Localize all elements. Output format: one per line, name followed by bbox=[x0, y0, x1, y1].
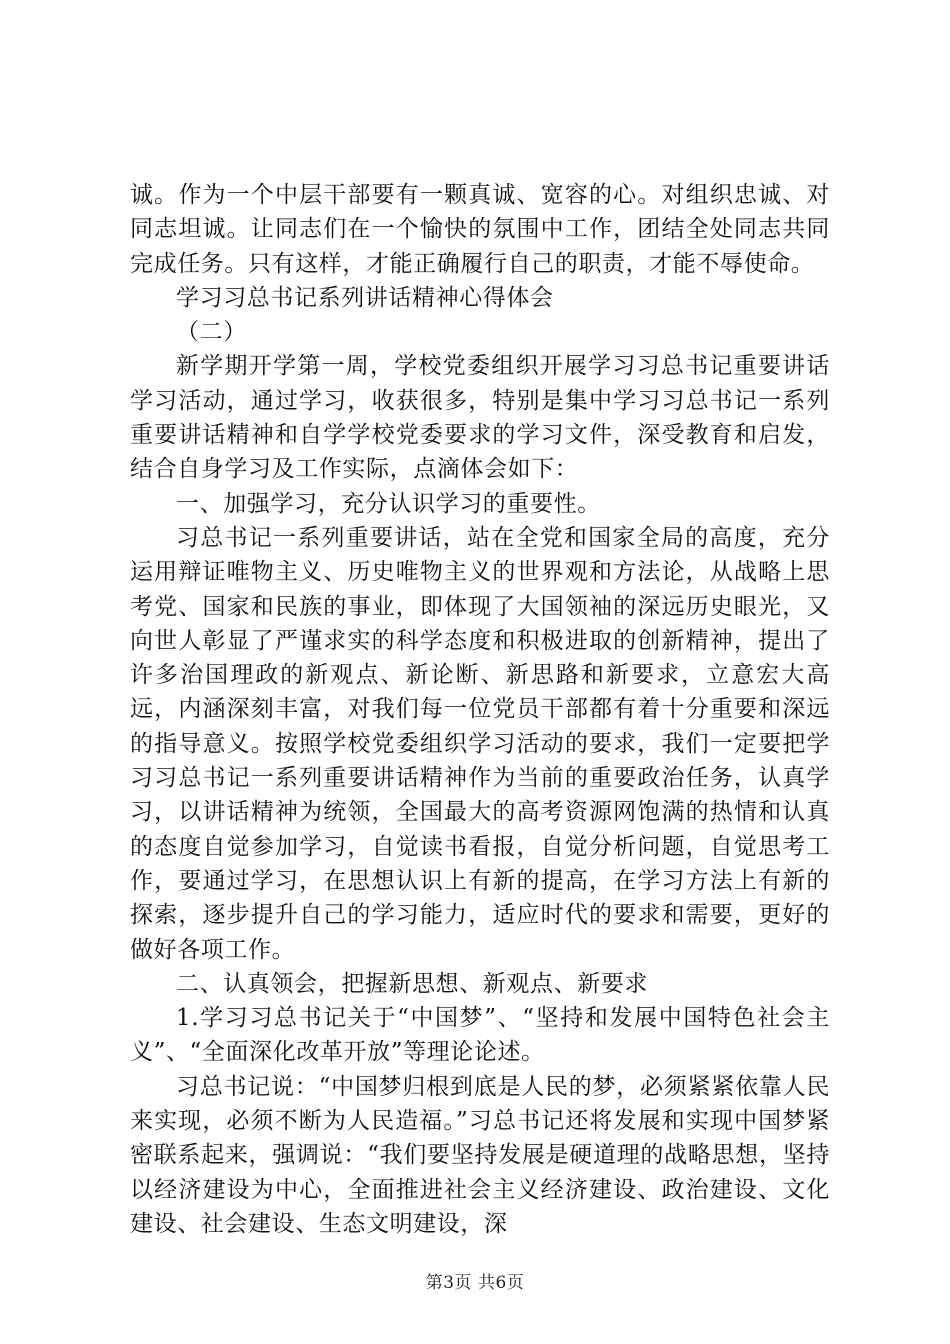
page-footer: 第3页 共6页 bbox=[425, 1273, 525, 1293]
paragraph-body: 习总书记一系列重要讲话，站在全党和国家全局的高度，充分运用辩证唯物主义、历史唯物主义的世界观和方法论，从战略上思考党、国家和民族的事业，即体现了大国领袖的深远历史眼光，又向世人彰显了严谨求实的科学态度和积极进取的创新精神，提出了许多治国理政的新观点、新论断、新思路和新要求，立意宏大高远，内涵深刻丰富，对我们每一位党员干部都有着十分重要和深远的指导意义。按照学校党委组织学习活动的要求，我们一定要把学习习总书记一系列重要讲话精神作为当前的重要政治任务，认真学习，以讲话精神为统领，全国最大的高考资源网饱满的热情和认真的态度自觉参加学习，自觉读书看报，自觉分析问题，自觉思考工作，要通过学习，在思想认识上有新的提高，在学习方法上有新的探索，逐步提升自己的学习能力，适应时代的要求和需要，更好的做好各项工作。 bbox=[130, 524, 830, 963]
section-title: 学习习总书记系列讲话精神心得体会 bbox=[176, 284, 554, 311]
document-body bbox=[130, 178, 830, 1241]
heading-one: 一、加强学习，充分认识学习的重要性。 bbox=[176, 490, 601, 517]
paragraph-continuation: 诚。作为一个中层干部要有一颗真诚、宽容的心。对组织忠诚、对同志坦诚。让同志们在一个愉快的氛围中工作，团结全处同志共同完成任务。只有这样，才能正确履行自己的职责，才能不辱使命。 bbox=[130, 182, 830, 277]
section-subtitle: （二） bbox=[176, 319, 247, 346]
subheading-one: 1.学习习总书记关于“中国梦”、“坚持和发展中国特色社会主义”、“全面深化改革开放”等理论论述。 bbox=[130, 1005, 830, 1066]
heading-two: 二、认真领会，把握新思想、新观点、新要求 bbox=[176, 970, 648, 997]
paragraph-intro: 新学期开学第一周，学校党委组织开展学习习总书记重要讲话学习活动，通过学习，收获很多，特别是集中学习习总书记一系列重要讲话精神和自学学校党委要求的学习文件，深受教育和启发，结合自身学习及工作实际，点滴体会如下： bbox=[130, 353, 830, 483]
paragraph-quote: 习总书记说：“中国梦归根到底是人民的梦，必须紧紧依靠人民来实现，必须不断为人民造福。”习总书记还将发展和实现中国梦紧密联系起来，强调说：“我们要坚持发展是硬道理的战略思想，坚持以经济建设为中心，全面推进社会主义经济建设、政治建设、文化建设、社会建设、生态文明建设，深 bbox=[130, 1073, 830, 1237]
